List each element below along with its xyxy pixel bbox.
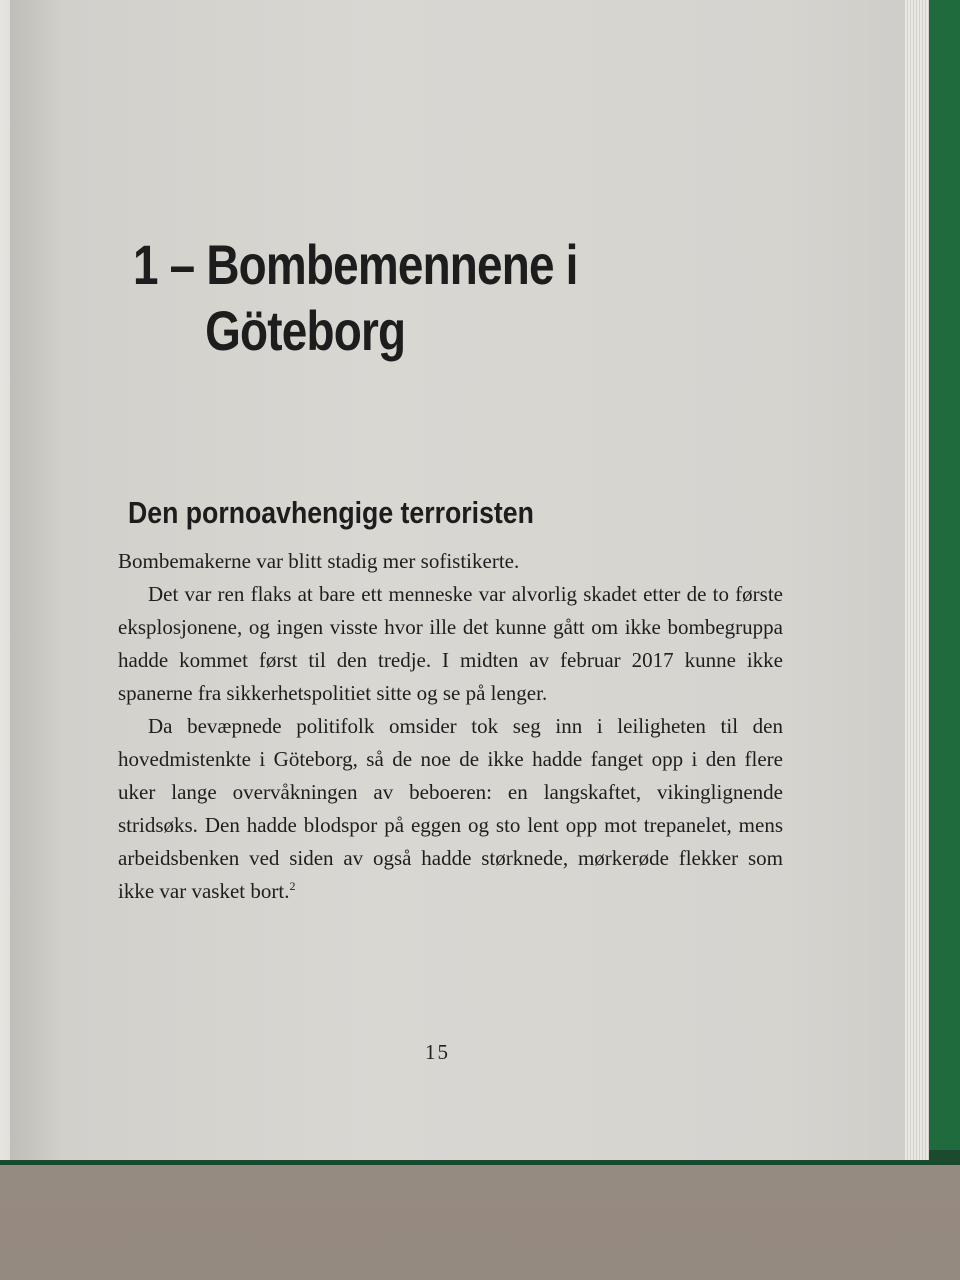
page-fore-edge — [905, 0, 929, 1160]
paragraph-text: Da bevæpnede politifolk omsider tok seg inn i leiligheten til den hovedmistenkte i Göteborg, så de noe de ikke hadde fanget opp i den flere uker lange overvåkningen av beboeren: en langskaftet, vikinglignende stridsøks. Den hadde blodspor på eggen og sto lent opp mot trepanelet, mens arbeidsbenken ved siden av også hadde størknede, mørkerøde flekker som ikke var vasket bort. — [118, 714, 783, 903]
body-text — [118, 545, 783, 908]
chapter-title-line1: 1 – Bombemennene i — [133, 233, 578, 296]
chapter-title-line2: Göteborg — [205, 299, 406, 362]
page-number: 15 — [425, 1040, 450, 1064]
footnote-marker: 2 — [289, 879, 296, 893]
paragraph — [118, 710, 783, 908]
paragraph: Det var ren flaks at bare ett menneske var alvorlig skadet etter de to første eksplosjonene, og ingen visste hvor ille det kunne gått om ikke bombegruppa hadde kommet først til den tredje. I midten av februar 2017 kunne ikke spanerne fra sikkerhetspolitiet sitte og se på lenger. — [118, 582, 783, 705]
paragraph: Bombemakerne var blitt stadig mer sofistikerte. — [118, 549, 520, 573]
section-heading: Den pornoavhengige terroristen — [128, 495, 534, 530]
chapter-title — [133, 232, 578, 364]
